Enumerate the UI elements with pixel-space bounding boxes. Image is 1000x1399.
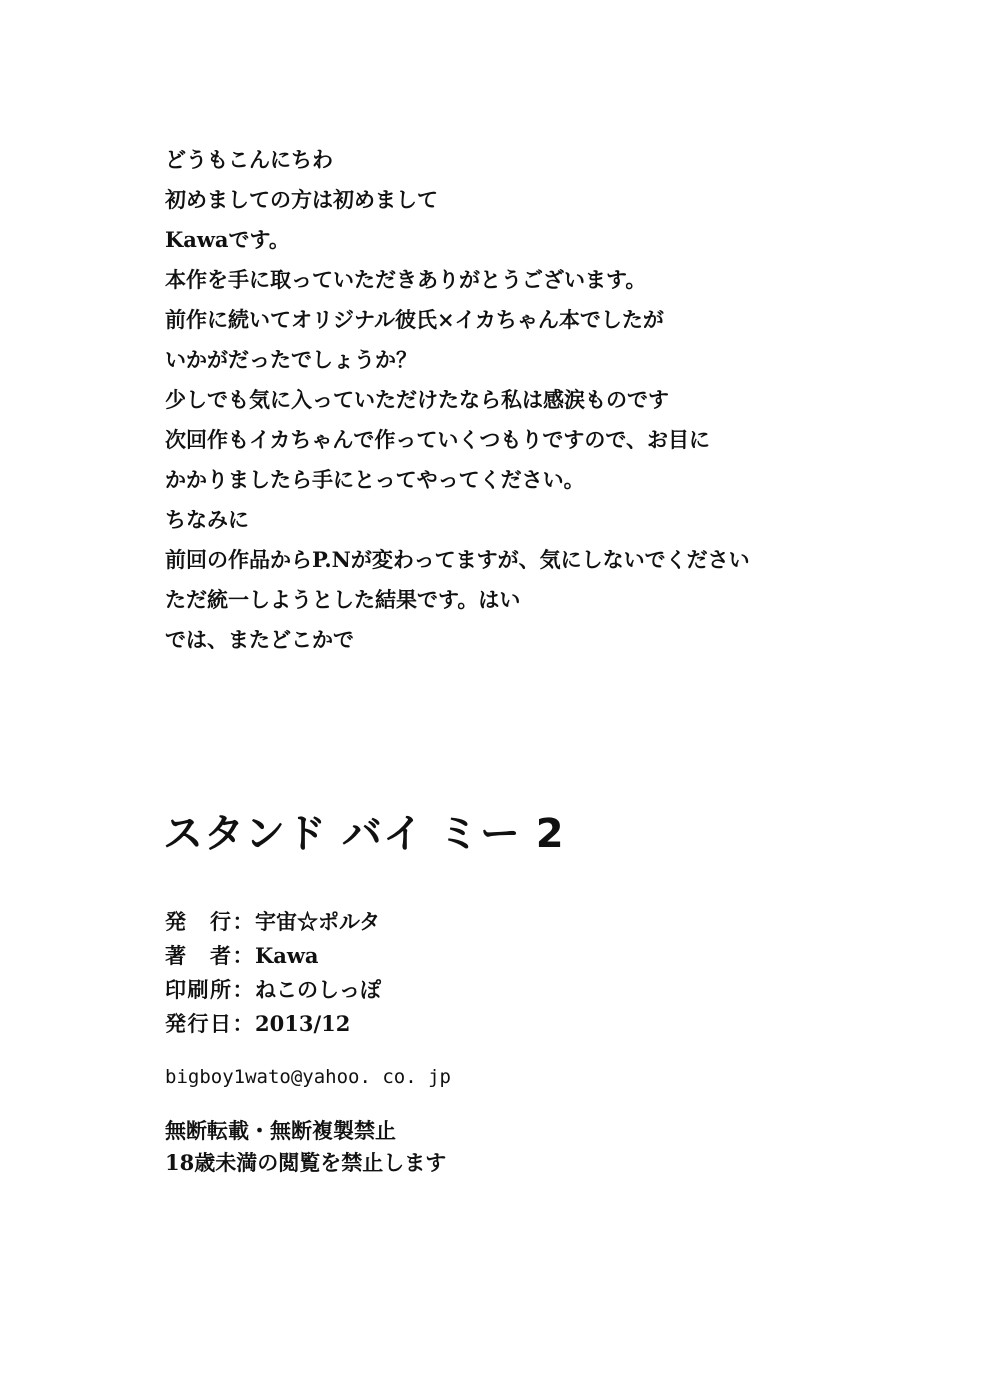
colophon <box>165 905 381 1041</box>
afterword-line: 前回の作品からP.Nが変わってますが、気にしないでください <box>165 547 750 572</box>
afterword-line: ただ統一しようとした結果です。はい <box>165 587 521 612</box>
afterword-line: では、またどこかで <box>165 627 354 652</box>
afterword-line: 少しでも気に入っていただけたなら私は感涙ものです <box>165 387 669 412</box>
colophon-value: 2013/12 <box>255 1011 351 1036</box>
afterword-line: 次回作もイカちゃんで作っていくつもりですので、お目に <box>165 427 710 452</box>
afterword-text <box>165 140 885 660</box>
colophon-separator: ： <box>232 909 254 934</box>
colophon-value: 宇宙☆ポルタ <box>255 909 381 934</box>
colophon-value: Kawa <box>255 943 319 968</box>
colophon-label: 発 行 <box>165 909 231 934</box>
afterword-line: Kawaです。 <box>165 227 290 252</box>
colophon-separator: ： <box>232 943 254 968</box>
afterword-line: 初めましての方は初めまして <box>165 187 438 212</box>
contact-email: bigboy1wato@yahoo. co. jp <box>165 1066 451 1088</box>
colophon-separator: ： <box>232 977 254 1002</box>
colophon-label: 印刷所 <box>165 977 231 1002</box>
colophon-row-author <box>165 939 381 973</box>
colophon-label: 著 者 <box>165 943 231 968</box>
afterword-line: かかりましたら手にとってやってください。 <box>165 467 585 492</box>
book-title: スタンド バイ ミー 2 <box>163 811 565 857</box>
afterword-line: ちなみに <box>165 507 249 532</box>
afterword-line: 本作を手に取っていただきありがとうございます。 <box>165 267 647 292</box>
afterword-line: いかがだったでしょうか？ <box>165 347 417 372</box>
colophon-value: ねこのしっぽ <box>255 977 381 1002</box>
colophon-row-publisher <box>165 905 381 939</box>
legal-notices <box>165 1115 446 1179</box>
afterword-line: どうもこんにちわ <box>165 147 333 172</box>
colophon-label: 発行日 <box>165 1011 231 1036</box>
colophon-row-printer <box>165 973 381 1007</box>
notice-age-restriction: 18歳未満の閲覧を禁止します <box>165 1150 447 1175</box>
afterword-line: 前作に続いてオリジナル彼氏×イカちゃん本でしたが <box>165 307 664 332</box>
colophon-separator: ： <box>232 1011 254 1036</box>
notice-no-reproduction: 無断転載・無断複製禁止 <box>165 1118 396 1143</box>
colophon-row-date <box>165 1007 381 1041</box>
